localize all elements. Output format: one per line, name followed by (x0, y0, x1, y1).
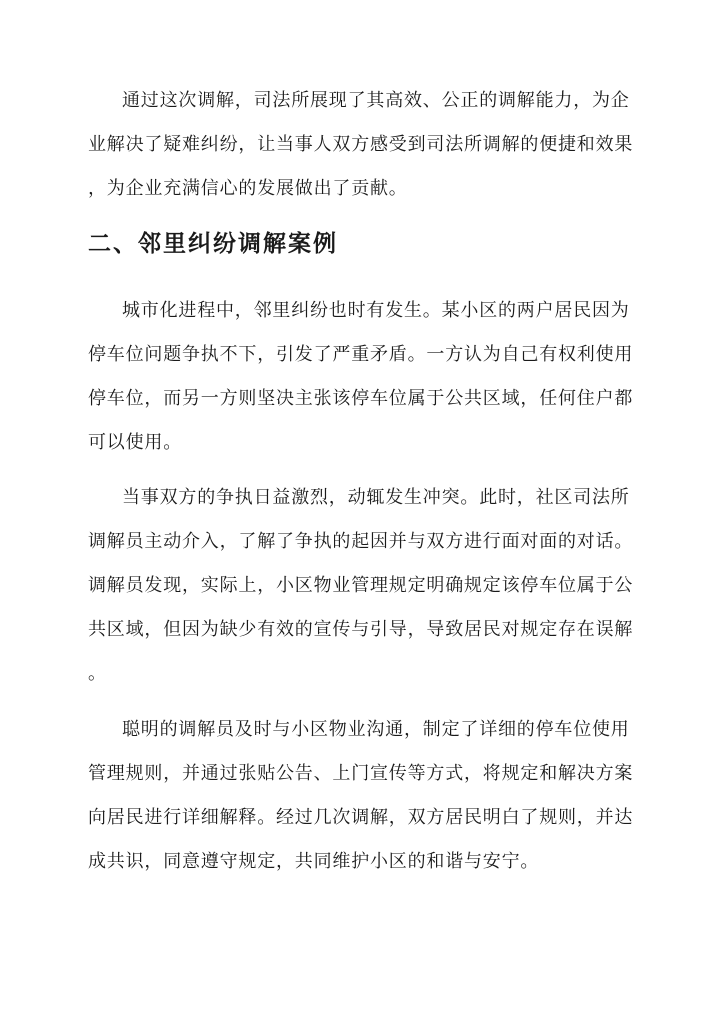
text-line: 共区域，但因为缺少有效的宣传与引导，导致居民对规定存在误解 (88, 619, 634, 640)
text-line: ，为企业充满信心的发展做出了贡献。 (88, 178, 408, 199)
document-page (88, 79, 648, 884)
text-line: 当事双方的争执日益激烈，动辄发生冲突。此时，社区司法所 (122, 487, 630, 508)
text-line: 成共识，同意遵守规定，共同维护小区的和谐与安宁。 (88, 851, 540, 872)
text-line: 向居民进行详细解释。经过几次调解，双方居民明白了规则，并达 (88, 807, 634, 828)
text-line: 通过这次调解，司法所展现了其高效、公正的调解能力，为企 (122, 90, 630, 111)
paragraph-conclusion (88, 79, 648, 211)
text-line: 管理规则，并通过张贴公告、上门宣传等方式，将规定和解决方案 (88, 763, 634, 784)
paragraph-intervention (88, 476, 648, 696)
text-line: 可以使用。 (88, 432, 182, 453)
text-line: 调解员发现，实际上，小区物业管理规定明确规定该停车位属于公 (88, 575, 634, 596)
text-line: 。 (88, 663, 107, 684)
text-line: 停车位问题争执不下，引发了严重矛盾。一方认为自己有权利使用 (88, 344, 634, 365)
text-line: 停车位，而另一方则坚决主张该停车位属于公共区域，任何住户都 (88, 388, 634, 409)
paragraph-background (88, 289, 648, 465)
text-line: 聪明的调解员及时与小区物业沟通，制定了详细的停车位使用 (122, 719, 630, 740)
text-line: 业解决了疑难纠纷，让当事人双方感受到司法所调解的便捷和效果 (88, 134, 634, 155)
section-heading: 二、邻里纠纷调解案例 (88, 230, 338, 257)
text-line: 调解员主动介入，了解了争执的起因并与双方进行面对面的对话。 (88, 531, 634, 552)
text-line: 城市化进程中，邻里纠纷也时有发生。某小区的两户居民因为 (122, 300, 630, 321)
paragraph-resolution (88, 708, 648, 884)
